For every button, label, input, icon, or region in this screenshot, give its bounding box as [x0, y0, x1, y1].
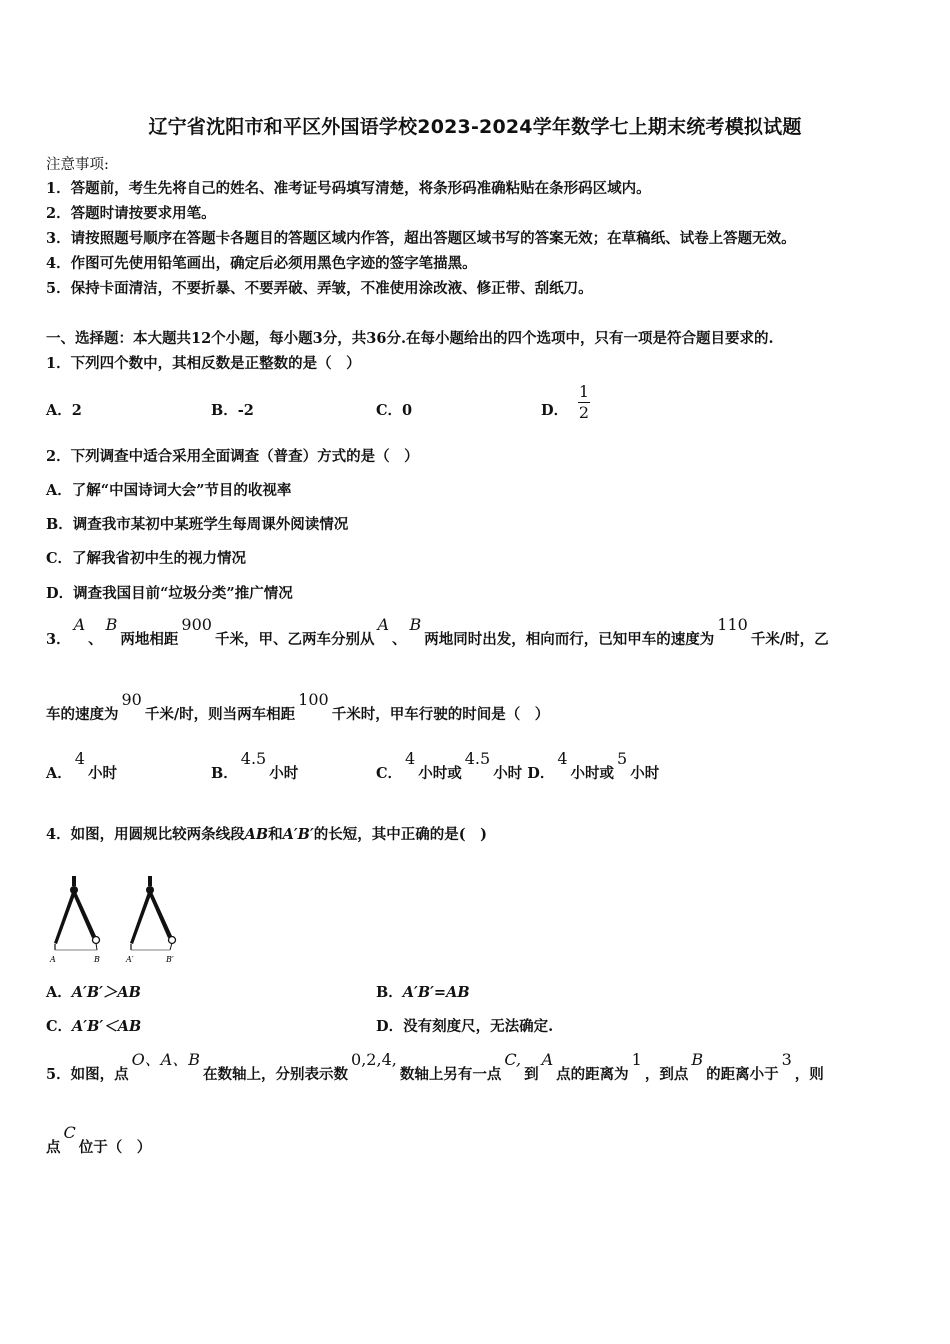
math-number: 3: [781, 1050, 792, 1069]
math-number: 90: [121, 690, 142, 709]
text: 到: [524, 1066, 539, 1083]
math-number: 4: [74, 749, 85, 768]
separator: 、: [392, 631, 407, 648]
notice-heading: 注意事项:: [46, 157, 109, 173]
math-numbers: 0,2,4,: [351, 1050, 397, 1069]
math-number: 4.5: [240, 749, 267, 768]
math-number: 900: [181, 615, 212, 634]
option-letter: A．: [46, 765, 72, 782]
point-label: C: [63, 1123, 76, 1142]
point-labels: O、A、B: [131, 1050, 201, 1069]
text: 千米/时，乙: [750, 631, 829, 648]
text: 小时: [630, 765, 660, 782]
q4-option-a: [46, 981, 141, 1002]
notice-item: 2．答题时请按要求用笔。: [46, 205, 216, 222]
text: 4．如图，用圆规比较两条线段: [46, 826, 245, 843]
point-label: A: [73, 615, 86, 634]
notice-item: 4．作图可先使用铅笔画出，确定后必须用黑色字迹的签字笔描黑。: [46, 255, 477, 272]
q3-line-1: [46, 615, 829, 649]
q1-option-c: C．0: [376, 402, 413, 419]
text: 的长短，其中正确的是( ): [313, 826, 487, 843]
text: 小时: [493, 765, 523, 782]
q1-stem: 1．下列四个数中，其相反数是正整数的是（ ）: [46, 355, 361, 372]
notice-item: 5．保持卡面清洁，不要折暴、不要弄破、弄皱，不准使用涂改液、修正带、刮纸刀。: [46, 280, 593, 297]
q3-option-a: [46, 749, 117, 783]
section-heading: 一、选择题：本大题共12个小题，每小题3分，共36分.在每小题给出的四个选项中，只有一项是符合题目要求的.: [46, 330, 774, 347]
point-label: A: [541, 1050, 554, 1069]
math-expression: A′B′=AB: [402, 984, 470, 1001]
q5-line-2: [46, 1123, 152, 1157]
text: 和: [268, 826, 283, 843]
q4-option-d: D．没有刻度尺，无法确定.: [376, 1018, 554, 1035]
point-label: A: [50, 955, 56, 964]
q4-option-c: [46, 1015, 141, 1036]
separator: 、: [88, 631, 103, 648]
text: 5．如图，点: [46, 1066, 129, 1083]
fraction-numerator: 1: [578, 382, 590, 401]
q2-stem: 2．下列调查中适合采用全面调查（普查）方式的是（ ）: [46, 448, 419, 465]
q1-option-a: A．2: [46, 402, 82, 419]
math-number: 4: [557, 749, 568, 768]
option-letter: B．: [211, 765, 238, 782]
q3-number: 3．: [46, 631, 71, 648]
compass-figure: [46, 870, 196, 966]
point-label: B: [94, 955, 100, 964]
option-letter: D．: [527, 765, 555, 782]
notice-item: 1．答题前，考生先将自己的姓名、准考证号码填写清楚，将条形码准确粘贴在条形码区域内。: [46, 180, 651, 197]
q2-option-a: A．了解“中国诗词大会”节目的收视率: [46, 482, 292, 499]
text: 小时或: [570, 765, 615, 782]
text: ，则: [794, 1066, 824, 1083]
point-label: C,: [504, 1050, 522, 1069]
text: 位于（ ）: [78, 1139, 152, 1156]
q2-option-c: C．了解我省初中生的视力情况: [46, 550, 247, 567]
option-letter: C．: [46, 1018, 73, 1035]
q2-option-d: D．调查我国目前“垃圾分类”推广情况: [46, 585, 293, 602]
point-label: B: [691, 1050, 704, 1069]
q1-option-d: D．: [541, 402, 569, 419]
compass-right: [125, 876, 176, 964]
q5-line-1: [46, 1050, 824, 1084]
math-number: 110: [717, 615, 748, 634]
text: 千米/时，则当两车相距: [144, 706, 296, 723]
compass-left: [49, 876, 100, 964]
text: 小时: [269, 765, 299, 782]
math-expression: A′B′＜AB: [72, 1018, 142, 1035]
q3-option-c: [376, 749, 660, 783]
option-letter: A．: [46, 984, 72, 1001]
math-number: 100: [298, 690, 329, 709]
point-label: B′: [166, 955, 174, 964]
text: 车的速度为: [46, 706, 119, 723]
math-number: 1: [631, 1050, 642, 1069]
point-label: B: [409, 615, 422, 634]
q1-fraction: [578, 383, 590, 422]
point-label: B: [105, 615, 118, 634]
text: 数轴上另有一点: [399, 1066, 502, 1083]
text: 千米，甲、乙两车分别从: [214, 631, 375, 648]
math-number: 5: [617, 749, 628, 768]
text: 两地相距: [120, 631, 179, 648]
text: 小时: [87, 765, 117, 782]
text: 点的距离为: [556, 1066, 629, 1083]
text: ，到点: [644, 1066, 689, 1083]
text: 点: [46, 1139, 61, 1156]
fraction-denominator: 2: [578, 403, 590, 422]
q1-option-b: B．-2: [211, 402, 254, 419]
text: 小时或: [418, 765, 462, 782]
point-label: A′: [126, 955, 134, 964]
math-number: 4: [405, 749, 416, 768]
q4-option-b: [376, 981, 470, 1002]
page-title: 辽宁省沈阳市和平区外国语学校2023-2024学年数学七上期末统考模拟试题: [148, 116, 802, 138]
math-expression: A′B′＞AB: [71, 984, 141, 1001]
option-letter: B．: [376, 984, 403, 1001]
q2-option-b: B．调查我市某初中某班学生每周课外阅读情况: [46, 516, 349, 533]
text: 两地同时出发，相向而行，已知甲车的速度为: [424, 631, 715, 648]
notice-item: 3．请按照题号顺序在答题卡各题目的答题区域内作答，超出答题区域书写的答案无效；在草稿纸、试卷上答题无效。: [46, 230, 796, 247]
text: 的距离小于: [706, 1066, 779, 1083]
q4-stem: [46, 823, 487, 844]
q3-line-2: [46, 690, 550, 724]
point-label: A: [377, 615, 390, 634]
segment-label: A′B′: [282, 826, 314, 843]
math-number: 4.5: [464, 749, 491, 768]
text: 千米时，甲车行驶的时间是（ ）: [331, 706, 550, 723]
option-letter: C．: [376, 765, 403, 782]
text: 在数轴上，分别表示数: [203, 1066, 349, 1083]
q3-option-b: [211, 749, 299, 783]
segment-label: AB: [244, 826, 269, 843]
